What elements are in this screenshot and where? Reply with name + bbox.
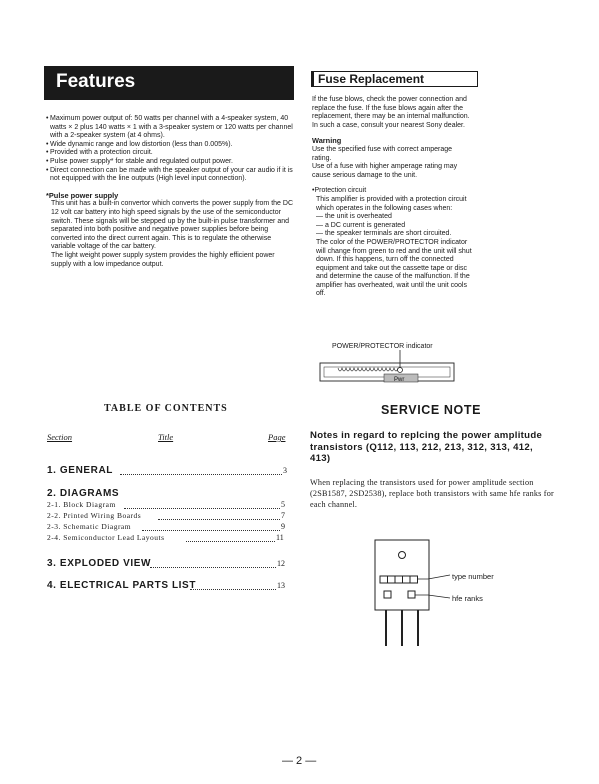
- feature-item: • Direct connection can be made with the speaker output of your car audio if it is not equipped with the line outputs (High level input connection).: [46, 167, 294, 184]
- fuse-intro: If the fuse blows, check the power connection and replace the fuse. If the fuse blows again after the replacement, there may be an internal malfunction. In such a case, consult your nearest Sony dealer.: [312, 96, 470, 129]
- toc-general-page: 3: [283, 466, 287, 475]
- case-item: — the unit is overheated: [316, 213, 392, 221]
- toc-leader: [150, 567, 276, 568]
- toc-leader: [158, 519, 280, 520]
- indicator-led: [398, 368, 403, 373]
- warning-text: Use the specified fuse with correct amperage rating.: [312, 145, 453, 162]
- service-note-heading: Notes in regard to replcing the power amplitude transistors (Q112, 113, 212, 213, 312, 313, 412, 413): [310, 430, 543, 464]
- features-content: [46, 115, 294, 269]
- pulse-text-2: The light weight power supply system provides the highly efficient power supply with a low impedance output.: [51, 251, 275, 268]
- toc-sub-item: 2-1. Block Diagram: [47, 500, 116, 509]
- toc-leader: [142, 530, 280, 531]
- protection-text: This amplifier is provided with a protection circuit which operates in the following cases when:: [316, 195, 467, 212]
- toc-leader: [124, 508, 280, 509]
- indicator-label: POWER/PROTECTOR indicator: [332, 343, 433, 350]
- features-header: Features: [44, 66, 294, 100]
- toc-title: TABLE OF CONTENTS: [104, 403, 228, 414]
- feature-item: • Wide dynamic range and low distortion (less than 0.005%).: [46, 141, 294, 150]
- pulse-title: *Pulse power supply: [46, 190, 119, 200]
- transistor-leads: [386, 610, 418, 646]
- toc-sub-item: 2-2. Printed Wiring Boards: [47, 511, 142, 520]
- fuse-content: [312, 96, 472, 299]
- pulse-text: This unit has a built-in convertor which converts the power supply from the DC 12 volt car battery into high speed signals by the use of the semiconductor switch. These signals will be stepped up by the built-in pulse transformer and separated into both positive and negative power supplies before being converted into the direct current again. This is to regulate the otherwise variable voltage of the car battery.: [51, 200, 293, 251]
- toc-col-page: Page: [268, 432, 286, 442]
- toc-sub-page: 11: [276, 533, 284, 542]
- toc-diagrams: 2. DIAGRAMS: [47, 488, 120, 499]
- toc-general: 1. GENERAL: [47, 465, 114, 476]
- device-text: Pwr: [394, 377, 405, 383]
- case-item: — the speaker terminals are short circuited.: [316, 230, 452, 238]
- toc-leader: [190, 589, 276, 590]
- toc-exploded-page: 12: [277, 559, 285, 568]
- toc-parts: 4. ELECTRICAL PARTS LIST: [47, 580, 197, 591]
- transistor-diagram: [370, 538, 500, 648]
- features-list: [46, 115, 294, 184]
- service-note-title: SERVICE NOTE: [381, 403, 482, 417]
- toc-sub-page: 5: [281, 500, 285, 509]
- transistor-body: [375, 540, 429, 610]
- feature-item: • Provided with a protection circuit.: [46, 149, 294, 158]
- heatsink-fins: [338, 368, 398, 371]
- fuse-header: Fuse Replacement: [311, 71, 478, 87]
- hfe-ranks-label: hfe ranks: [452, 594, 483, 603]
- feature-item: • Pulse power supply* for stable and regulated output power.: [46, 158, 294, 167]
- page-number: — 2 —: [282, 755, 317, 767]
- feature-item: • Maximum power output of: 50 watts per channel with a 4-speaker system, 40 watts × 2 plus 140 watts × 1 with a 3-speaker system or 120 watts per channel with a 2-speaker system (at 4 ohms).: [46, 115, 294, 141]
- toc-leader: [186, 541, 275, 542]
- toc-sub-page: 7: [281, 511, 285, 520]
- toc-sub-item: 2-4. Semiconductor Lead Layouts: [47, 533, 165, 542]
- indicator-figure: [316, 350, 476, 390]
- warning-text-2: Use of a fuse with higher amperage rating may cause serious damage to the unit.: [312, 163, 458, 179]
- toc-col-section: Section: [47, 432, 73, 442]
- protection-title: •Protection circuit: [312, 187, 367, 195]
- toc-col-title: Title: [158, 432, 174, 442]
- case-item: — a DC current is generated: [316, 221, 406, 229]
- type-number-label: type number: [452, 572, 494, 581]
- toc-leader: [120, 474, 282, 475]
- toc-sub-page: 9: [281, 522, 285, 531]
- toc-sub-item: 2-3. Schematic Diagram: [47, 522, 132, 531]
- protection-text-2: The color of the POWER/PROTECTOR indicator will change from green to red and the unit will shut down. If this happens, turn off the connected equipment and take out the cassette tape or disc and determine the cause of the malfunction. If the amplifier has overheated, wait until the unit cools off.: [316, 238, 472, 298]
- toc-parts-page: 13: [277, 581, 285, 590]
- toc-exploded: 3. EXPLODED VIEW: [47, 558, 152, 569]
- service-note-body: When replacing the transistors used for power amplitude section (2SB1587, 2SD2538), replace both transistors with same hfe ranks for each channel.: [310, 478, 554, 510]
- warning-title: Warning: [312, 136, 342, 146]
